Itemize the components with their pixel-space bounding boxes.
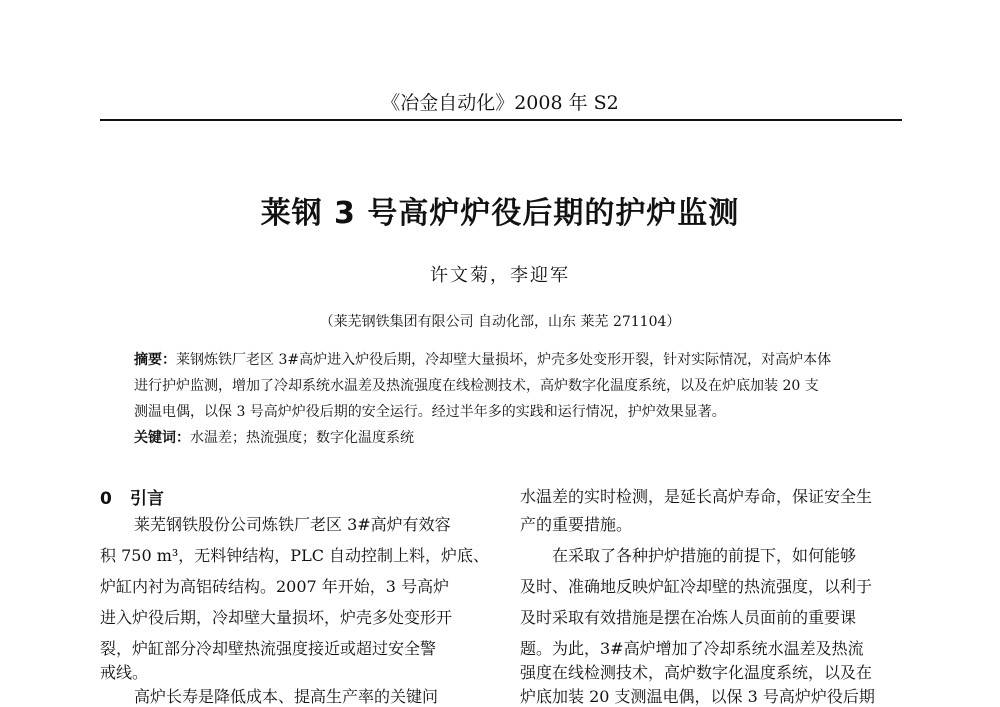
body-line: 及时、准确地反映炉缸冷却壁的热流强度，以利于 [520,577,873,596]
body-line: 炉缸内衬为高铝砖结构。2007 年开始，3 号高炉 [100,577,450,596]
body-line: 裂，炉缸部分冷却壁热流强度接近或超过安全警 [100,639,437,658]
body-line: 强度在线检测技术，高炉数字化温度系统，以及在 [520,663,873,682]
section-heading [100,484,164,509]
keywords-label: 关键词： [134,430,190,446]
body-line: 莱芜钢铁股份公司炼铁厂老区 3#高炉有效容 [134,515,451,534]
body-line: 及时采取有效措施是摆在冶炼人员面前的重要课 [520,608,857,627]
keywords [134,427,414,447]
body-line: 水温差的实时检测，是延长高炉寿命，保证安全生 [520,487,873,506]
body-line: 积 750 m³，无料钟结构，PLC 自动控制上料，炉底、 [100,546,490,565]
keywords-text: 水温差；热流强度；数字化温度系统 [190,430,414,446]
body-line: 产的重要措施。 [520,515,633,534]
abstract-line: 进行护炉监测，增加了冷却系统水温差及热流强度在线检测技术，高炉数字化温度系统，以及在炉底加装 20 支 [134,378,819,394]
header-rule [100,119,902,121]
body-line: 进入炉役后期，冷却壁大量损坏，炉壳多处变形开 [100,608,453,627]
authors: 许文菊，李迎军 [430,265,570,286]
affiliation: （莱芜钢铁集团有限公司 自动化部，山东 莱芜 271104） [319,314,681,330]
body-line: 炉底加装 20 支测温电偶，以保 3 号高炉炉役后期 [520,687,875,706]
body-line: 戒线。 [100,663,149,682]
body-line: 高炉长寿是降低成本、提高生产率的关键问 [134,687,439,706]
paper-title: 莱钢 3 号高炉炉役后期的护炉监测 [260,196,740,231]
abstract-line: 摘要：莱钢炼铁厂老区 3#高炉进入炉役后期，冷却壁大量损坏，炉壳多处变形开裂，针对实际情况，对高炉本体 [134,352,832,368]
section-title: 引言 [130,489,164,509]
body-line: 题。为此，3#高炉增加了冷却系统水温差及热流 [520,639,864,658]
abstract-label: 摘要： [134,352,176,368]
body-line: 在采取了各种护炉措施的前提下，如何能够 [552,546,857,565]
section-number: 0 [100,489,112,509]
abstract-line: 测温电偶，以保 3 号高炉炉役后期的安全运行。经过半年多的实践和运行情况，护炉效果显著。 [134,404,726,420]
journal-header: 《冶金自动化》2008 年 S2 [381,92,619,114]
